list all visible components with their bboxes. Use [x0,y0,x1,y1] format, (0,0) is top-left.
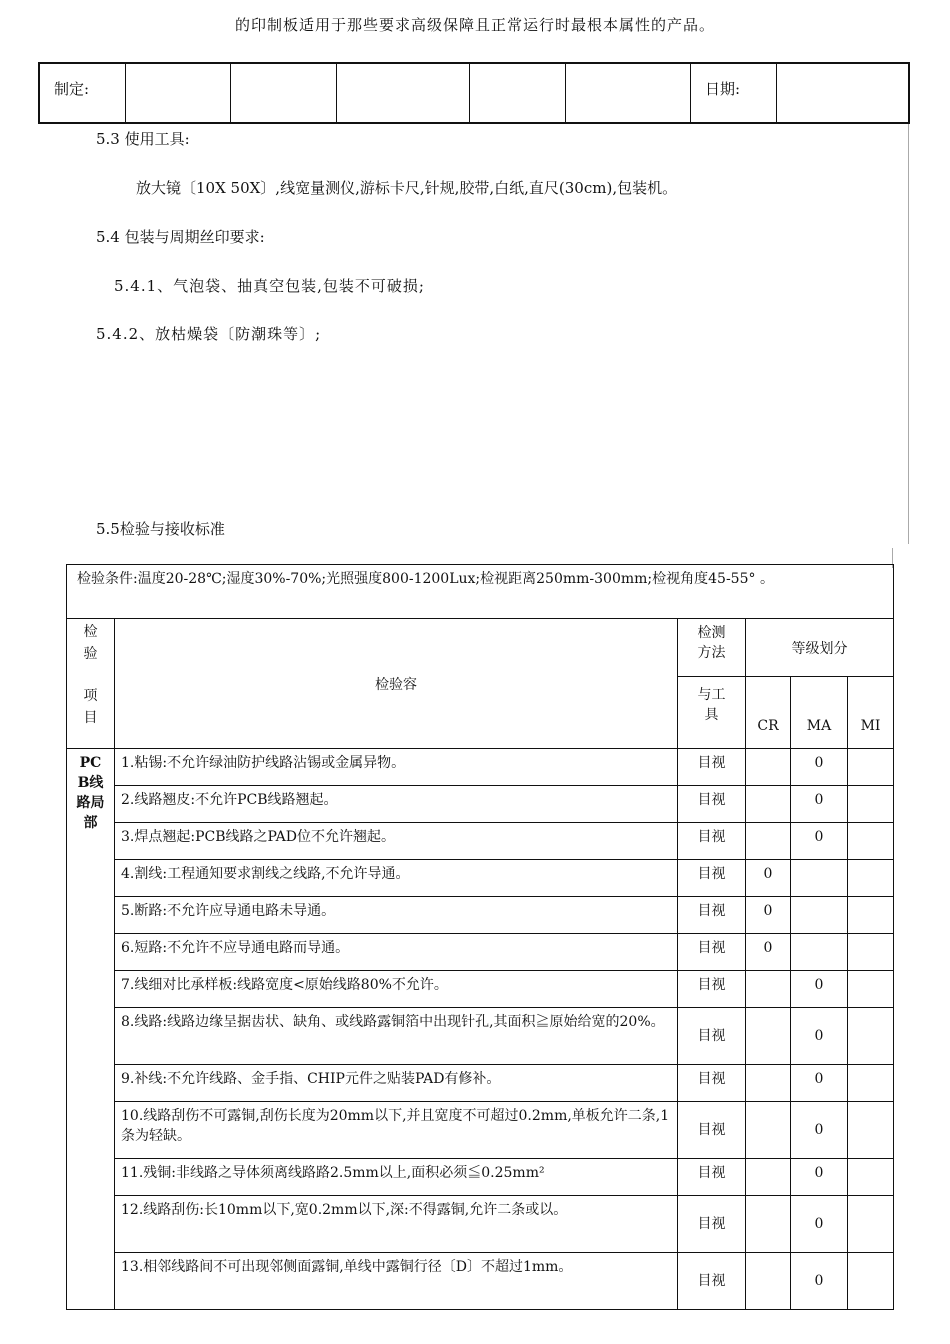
tools-list: 放大镜〔10X 50X〕,线宽量测仪,游标卡尺,针规,胶带,白纸,直尺(30cm),包装机。 [136,179,678,197]
row-method: 目视 [678,934,746,971]
conditions-row [67,565,894,619]
table-row [67,749,894,786]
ma-header: MA [791,677,848,749]
table-row [67,1196,894,1253]
row-description: 8.线路:线路边缘呈据齿状、缺角、或线路露铜箔中出现针孔,其面积≧原始给宽的20%。 [115,1008,678,1065]
table-row [67,860,894,897]
section-5-4-1: 5.4.1、气泡袋、抽真空包装,包装不可破损; [114,277,425,295]
inspection-table [66,564,894,1310]
row-ma: 0 [791,823,848,860]
row-method: 目视 [678,1196,746,1253]
row-cr [746,1196,791,1253]
section-5-5-title: 5.5检验与接收标准 [96,520,225,538]
row-method: 目视 [678,897,746,934]
row-mi [848,823,894,860]
table-row [67,897,894,934]
row-method: 目视 [678,1253,746,1310]
table-row [67,786,894,823]
row-cr [746,1102,791,1159]
row-mi [848,786,894,823]
table-row [67,971,894,1008]
row-ma: 0 [791,1065,848,1102]
method-header-line: 具 [704,707,719,723]
row-cr [746,1008,791,1065]
row-method: 目视 [678,749,746,786]
row-description: 1.粘锡:不允许绿油防护线路沾锡或金属异物。 [115,749,678,786]
table-row [67,1253,894,1310]
row-ma [791,897,848,934]
row-ma [791,860,848,897]
row-description: 5.断路:不允许应导通电路未导通。 [115,897,678,934]
row-cr [746,786,791,823]
signoff-table [38,62,910,124]
row-description: 6.短路:不允许不应导通电路而导通。 [115,934,678,971]
row-description: 2.线路翘皮:不允许PCB线路翘起。 [115,786,678,823]
section-5-4-2: 5.4.2、放枯燥袋〔防潮珠等〕; [96,325,322,343]
row-cr: 0 [746,934,791,971]
row-ma: 0 [791,1008,848,1065]
signoff-cell-1 [126,64,232,122]
row-method: 目视 [678,1102,746,1159]
row-description: 13.相邻线路间不可出现邻侧面露铜,单线中露铜行径〔D〕不超过1mm。 [115,1253,678,1310]
inspection-rows [67,749,894,1310]
row-ma: 0 [791,1253,848,1310]
item-header-char: 目 [83,710,98,726]
method-header-line: 方法 [697,645,726,661]
row-cr [746,1253,791,1310]
header-row-1 [67,619,894,677]
row-cr [746,749,791,786]
row-description: 11.残铜:非线路之导体须离线路路2.5mm以上,面积必须≦0.25mm² [115,1159,678,1196]
page-rule [908,124,909,544]
signoff-cell-4 [470,64,566,122]
row-mi [848,1196,894,1253]
mi-header: MI [848,677,894,749]
row-method: 目视 [678,1065,746,1102]
category-cell [67,749,115,1310]
date-label: 日期: [691,64,777,122]
table-row [67,1065,894,1102]
row-mi [848,971,894,1008]
table-row [67,1008,894,1065]
row-method: 目视 [678,1008,746,1065]
row-cr [746,823,791,860]
row-mi [848,1008,894,1065]
row-description: 7.线细对比承样板:线路宽度<原始线路80%不允许。 [115,971,678,1008]
row-mi [848,1159,894,1196]
row-mi [848,897,894,934]
row-description: 9.补线:不允许线路、金手指、CHIP元件之贴装PAD有修补。 [115,1065,678,1102]
row-method: 目视 [678,823,746,860]
inspection-conditions: 检验条件:温度20-28℃;湿度30%-70%;光照强度800-1200Lux;检视距离250mm-300mm;检视角度45-55° 。 [67,565,894,619]
row-cr [746,1065,791,1102]
row-mi [848,749,894,786]
signoff-cell-5 [566,64,691,122]
method-header-line: 与工 [697,687,726,703]
row-mi [848,1065,894,1102]
row-cr: 0 [746,860,791,897]
row-cr [746,971,791,1008]
row-method: 目视 [678,860,746,897]
row-description: 12.线路刮伤:长10mm以下,宽0.2mm以下,深:不得露铜,允许二条或以。 [115,1196,678,1253]
row-ma: 0 [791,1196,848,1253]
method-header-top [678,619,746,677]
row-ma: 0 [791,786,848,823]
item-header-char: 验 [83,646,98,662]
table-row [67,1159,894,1196]
row-ma: 0 [791,1102,848,1159]
signoff-cell-2 [231,64,337,122]
section-5-3-title: 5.3 使用工具: [96,130,190,148]
row-mi [848,1253,894,1310]
item-header-char: 项 [83,688,98,704]
intro-text: 的印制板适用于那些要求高级保障且正常运行时最根本属性的产品。 [234,16,715,34]
row-description: 10.线路刮伤不可露铜,刮伤长度为20mm以下,并且宽度不可超过0.2mm,单板允许二条,1条为轻缺。 [115,1102,678,1159]
row-mi [848,860,894,897]
date-value [777,64,908,122]
item-header-char: 检 [83,624,98,640]
row-ma: 0 [791,749,848,786]
method-header-bottom [678,677,746,749]
section-5-4-title: 5.4 包装与周期丝印要求: [96,228,265,246]
row-description: 4.割线:工程通知要求割线之线路,不允许导通。 [115,860,678,897]
made-label: 制定: [40,64,126,122]
row-method: 目视 [678,786,746,823]
row-mi [848,1102,894,1159]
cr-header: CR [746,677,791,749]
row-ma: 0 [791,1159,848,1196]
table-row [67,934,894,971]
row-ma [791,934,848,971]
row-description: 3.焊点翘起:PCB线路之PAD位不允许翘起。 [115,823,678,860]
grade-header: 等级划分 [746,619,894,677]
table-row [67,823,894,860]
item-header [67,619,115,749]
category-label: PCB线路局部 [76,755,105,831]
row-mi [848,934,894,971]
table-row [67,1102,894,1159]
row-ma: 0 [791,971,848,1008]
method-header-line: 检测 [697,625,726,641]
row-method: 目视 [678,1159,746,1196]
signoff-cell-3 [337,64,470,122]
row-cr: 0 [746,897,791,934]
row-cr [746,1159,791,1196]
row-method: 目视 [678,971,746,1008]
content-header: 检验容 [115,619,678,749]
